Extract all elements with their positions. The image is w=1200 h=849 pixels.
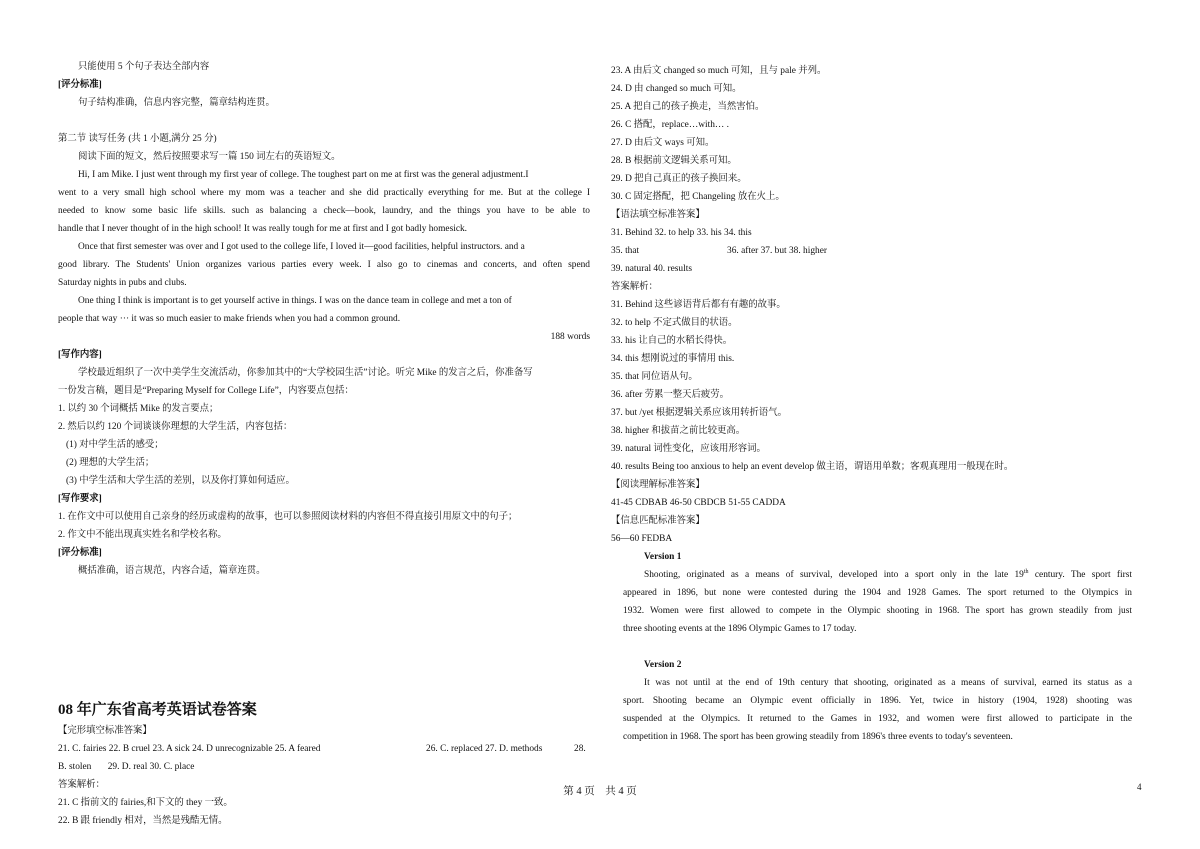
answer-line: 56—60 FEDBA: [611, 534, 673, 544]
analysis-line: 32. to help 不定式做目的状语。: [611, 318, 738, 328]
section-label: [写作内容]: [58, 350, 102, 360]
analysis-line: 29. D 把自己真正的孩子换回来。: [611, 174, 747, 184]
essay-line: It was not until at the end of 19th century that shooting, originated as a means of survival, earned its status as a: [644, 678, 1132, 688]
list-item: (1) 对中学生活的感受；: [66, 440, 164, 450]
section-label: 答案解析：: [611, 282, 658, 292]
text-line: 学校最近组织了一次中美学生交流活动，你参加其中的“大学校园生活”讨论。听完 Mike 的发言之后，你准备写: [78, 368, 533, 378]
essay-line: competition in 1968. The sport has been growing steadily from 1896's three events to today's seventeen.: [623, 732, 1013, 742]
answer-text: 36. after 37. but 38. higher: [727, 246, 827, 256]
analysis-line: 26. C 搭配，replace…with… .: [611, 120, 729, 130]
answer-line: B. stolen 29. D. real 30. C. place: [58, 762, 195, 772]
essay-line: [623, 566, 1132, 584]
version-1-title: Version 1: [644, 552, 682, 562]
text-line: 一份发言稿，题目是“Preparing Myself for College Life”，内容要点包括：: [58, 386, 354, 396]
list-item: 2. 作文中不能出现真实姓名和学校名称。: [58, 530, 227, 540]
analysis-line: 21. C 指前文的 fairies,和下文的 they 一致。: [58, 798, 233, 808]
list-item: (2) 理想的大学生活；: [66, 458, 155, 468]
passage-line: needed to know some basic life skills. such as balancing a check—book, laundry, and the things you have to be able to: [58, 206, 590, 216]
analysis-line: 25. A 把自己的孩子换走，当然害怕。: [611, 102, 765, 112]
section-label: 答案解析：: [58, 780, 105, 790]
list-item: 1. 以约 30 个词概括 Mike 的发言要点；: [58, 404, 219, 414]
essay-line: sport. Shooting became an Olympic event officially in 1896. Yet, twice in history (1904, 1928) shooting was: [623, 696, 1132, 706]
analysis-line: 30. C 固定搭配，把 Changeling 放在火上。: [611, 192, 785, 202]
list-item: 1. 在作文中可以使用自己亲身的经历或虚构的故事，也可以参照阅读材料的内容但不得直接引用原文中的句子；: [58, 512, 518, 522]
analysis-line: 24. D 由 changed so much 可知。: [611, 84, 742, 94]
section-label: 【完形填空标准答案】: [58, 726, 152, 736]
analysis-line: 39. natural 词性变化，应该用形容词。: [611, 444, 766, 454]
analysis-line: 33. his 让自己的水稻长得快。: [611, 336, 733, 346]
section-label: [写作要求]: [58, 494, 102, 504]
version-1-paragraph: [611, 566, 1132, 638]
passage-line: Saturday nights in pubs and clubs.: [58, 278, 187, 288]
analysis-line: 40. results Being too anxious to help an event develop 做主语，谓语用单数；客观真理用一般现在时。: [611, 462, 1014, 472]
answer-text: 28.: [574, 744, 586, 754]
passage-line: good library. The Students' Union organizes various parties every week. I also go to cinemas and concerts, and often spend: [58, 260, 590, 270]
text-line: 句子结构准确，信息内容完整，篇章结构连贯。: [78, 98, 275, 108]
answer-line: 31. Behind 32. to help 33. his 34. this: [611, 228, 752, 238]
essay-line: suspended at the Olympics. It returned to the Games in 1932, and women were first allowed to participate in the: [623, 714, 1132, 724]
passage-line: people that way ··· it was so much easier to make friends when you had a common ground.: [58, 314, 401, 324]
section-label: [评分标准]: [58, 80, 102, 90]
passage-line: Hi, I am Mike. I just went through my first year of college. The toughest part on me at first was the general adjustment.I: [78, 170, 529, 180]
essay-text: century. The sport first: [1028, 570, 1132, 580]
section-title: 第二节 读写任务 (共 1 小题,满分 25 分): [58, 134, 217, 144]
essay-text: Shooting, originated as a means of survival, developed into a sport only in the late 19: [644, 570, 1024, 580]
answer-line: [611, 242, 1132, 260]
passage-line: One thing I think is important is to get yourself active in things. I was on the dance team in college and met a ton of: [78, 296, 512, 306]
answers-title: 08 年广东省高考英语试卷答案: [58, 702, 257, 718]
answer-line: 41-45 CDBAB 46-50 CBDCB 51-55 CADDA: [611, 498, 786, 508]
answer-line: 39. natural 40. results: [611, 264, 692, 274]
passage-line: handle that I never thought of in the high school! It was really tough for me at first and I got badly homesick.: [58, 224, 468, 234]
passage-line: Once that first semester was over and I got used to the college life, I loved it—good facilities, helpful instructors. and a: [78, 242, 525, 252]
analysis-line: 23. A 由后文 changed so much 可知，且与 pale 并列。: [611, 66, 827, 76]
superscript: th: [1023, 568, 1029, 575]
section-label: 【语法填空标准答案】: [611, 210, 705, 220]
analysis-line: 38. higher 和拔苗之前比较更高。: [611, 426, 746, 436]
essay-line: 1932. Women were first allowed to compete in the Olympic shooting in 1968. The sport has grown steadily from just: [623, 606, 1132, 616]
analysis-line: 28. B 根据前文逻辑关系可知。: [611, 156, 737, 166]
analysis-line: 27. D 由后文 ways 可知。: [611, 138, 715, 148]
section-label: 【阅读理解标准答案】: [611, 480, 705, 490]
section-label: 【信息匹配标准答案】: [611, 516, 705, 526]
list-item: (3) 中学生活和大学生活的差别，以及你打算如何适应。: [66, 476, 295, 486]
essay-line: three shooting events at the 1896 Olympic Games to 17 today.: [623, 624, 857, 634]
list-item: 2. 然后以约 120 个词谈谈你理想的大学生活，内容包括：: [58, 422, 293, 432]
answer-text: 35. that: [611, 246, 640, 256]
passage-line: went to a very small high school where my mom was a teacher and she did practically everything for me. But at the college I: [58, 188, 590, 198]
text-line: 概括准确，语言规范，内容合适，篇章连贯。: [78, 566, 266, 576]
text-line: 只能使用 5 个句子表达全部内容: [78, 62, 210, 72]
analysis-line: 35. that 同位语从句。: [611, 372, 698, 382]
analysis-line: 36. after 劳累一整天后疲劳。: [611, 390, 729, 400]
version-2-title: Version 2: [644, 660, 682, 670]
essay-line: appeared in 1896, but none were contested during the 1904 and 1928 Games. The sport returned to the Olympics in: [623, 588, 1132, 598]
right-column: [611, 62, 1132, 746]
reading-passage: [58, 166, 590, 346]
section-label: [评分标准]: [58, 548, 102, 558]
analysis-line: 37. but /yet 根据逻辑关系应该用转折语气。: [611, 408, 788, 418]
version-2-paragraph: [611, 674, 1132, 746]
analysis-line: 31. Behind 这些谚语背后都有有趣的故事。: [611, 300, 786, 310]
left-column: [58, 58, 590, 830]
word-count: 188 words: [550, 332, 590, 342]
answer-text: 21. C. fairies 22. B cruel 23. A sick 24. D unrecognizable 25. A feared: [58, 744, 321, 754]
instruction: 阅读下面的短文，然后按照要求写一篇 150 词左右的英语短文。: [78, 152, 341, 162]
answer-line: [58, 740, 590, 758]
answer-text: 26. C. replaced 27. D. methods: [426, 744, 543, 754]
analysis-line: 34. this 想刚说过的事情用 this.: [611, 354, 735, 364]
page-number: 4: [1137, 782, 1142, 792]
page-footer: 第 4 页 共 4 页: [563, 786, 637, 797]
analysis-line: 22. B 跟 friendly 相对，当然是残酷无情。: [58, 816, 228, 826]
